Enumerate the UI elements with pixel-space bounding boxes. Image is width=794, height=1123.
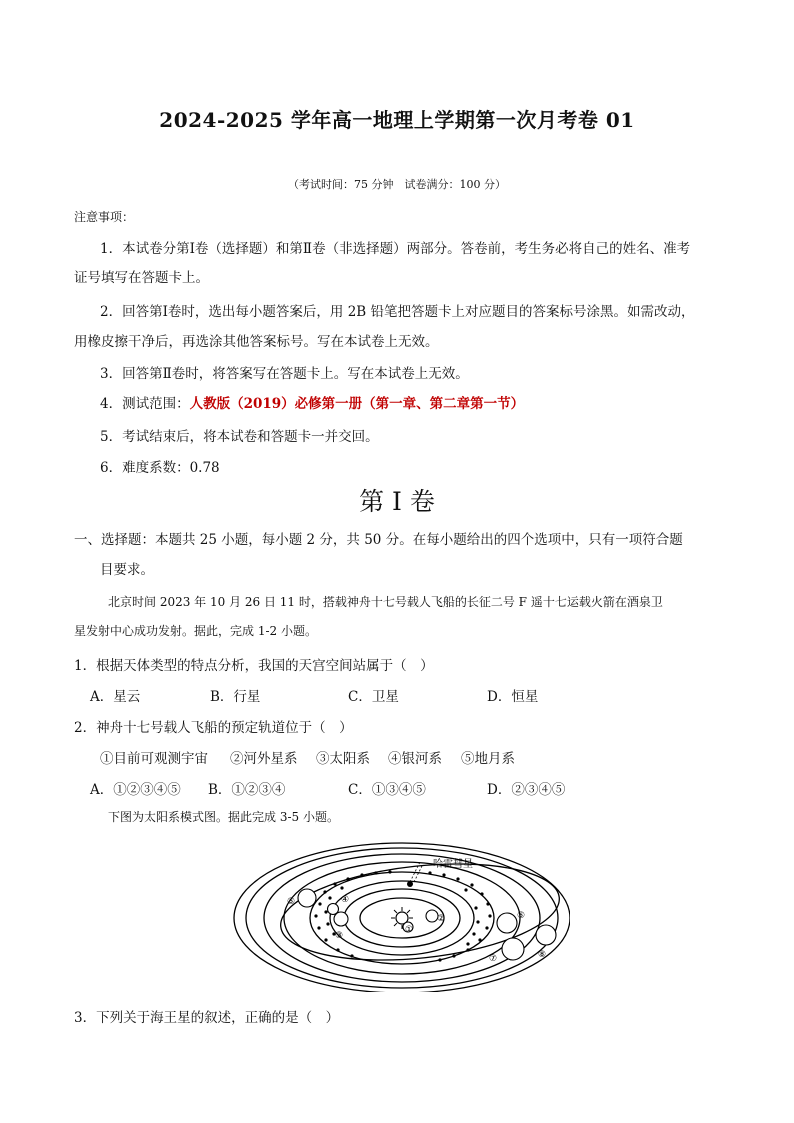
planet-5 xyxy=(298,889,316,907)
planet-label-7: ⑦ xyxy=(489,954,498,964)
notes-heading: 注意事项： xyxy=(74,210,135,224)
question-1-option-c: C．卫星 xyxy=(348,689,399,705)
note-4-range: 人教版（2019）必修第一册（第一章、第二章第一节） xyxy=(189,396,525,412)
question-2-item-4: ④银河系 xyxy=(388,751,442,767)
note-1-line-2: 证号填写在答题卡上。 xyxy=(74,270,209,286)
material-1-line-1: 北京时间 2023 年 10 月 26 日 11 时，搭载神舟十七号载人飞船的长征二号 F 遥十七运载火箭在酒泉卫 xyxy=(108,595,663,609)
note-3: 3．回答第Ⅱ卷时，将答案写在答题卡上。写在本试卷上无效。 xyxy=(100,366,469,382)
comet-label: 哈雷彗星 xyxy=(433,859,473,870)
question-2-item-2: ②河外星系 xyxy=(230,751,298,767)
question-2-item-3: ③太阳系 xyxy=(316,751,370,767)
material-1-line-2: 星发射中心成功发射。据此，完成 1-2 小题。 xyxy=(74,624,317,638)
planet-label-6: ⑥ xyxy=(517,911,526,921)
planet-7 xyxy=(502,938,524,960)
note-2-line-1: 2．回答第Ⅰ卷时，选出每小题答案后，用 2B 铅笔把答题卡上对应题目的答案标号涂黑。如需改动， xyxy=(100,304,695,320)
question-3-stem: 3．下列关于海王星的叙述，正确的是（ ） xyxy=(74,1010,340,1026)
page-title: 2024-2025 学年高一地理上学期第一次月考卷 01 xyxy=(159,108,635,132)
question-1-option-a: A．星云 xyxy=(90,689,141,705)
question-2-option-b: B．①②③④ xyxy=(208,782,286,798)
question-2-item-5: ⑤地月系 xyxy=(461,751,515,767)
planet-label-1: ① xyxy=(405,925,414,935)
question-2-option-d: D．②③④⑤ xyxy=(487,782,566,798)
question-1-stem: 1．根据天体类型的特点分析，我国的天宫空间站属于（ ） xyxy=(74,658,434,674)
question-1-option-d: D．恒星 xyxy=(487,689,539,705)
note-2-line-2: 用橡皮擦干净后，再选涂其他答案标号。写在本试卷上无效。 xyxy=(74,334,439,350)
note-4-prefix: 4．测试范围： xyxy=(100,396,190,412)
planet-8 xyxy=(536,925,556,945)
exam-info: （考试时间：75 分钟 试卷满分：100 分） xyxy=(288,178,506,191)
section-title: 第 I 卷 xyxy=(359,487,435,516)
note-6: 6．难度系数：0.78 xyxy=(100,460,220,476)
note-4 xyxy=(100,392,524,412)
question-2-option-c: C．①③④⑤ xyxy=(348,782,426,798)
planet-4 xyxy=(328,904,339,915)
note-1-line-1: 1．本试卷分第Ⅰ卷（选择题）和第Ⅱ卷（非选择题）两部分。答卷前，考生务必将自己的姓名、准考 xyxy=(100,241,691,257)
planet-label-5: ⑤ xyxy=(287,897,296,907)
solar-system-diagram xyxy=(230,832,570,992)
note-5: 5．考试结束后，将本试卷和答题卡一并交回。 xyxy=(100,429,379,445)
part1-heading-line-1: 一、选择题：本题共 25 小题，每小题 2 分，共 50 分。在每小题给出的四个选项中，只有一项符合题 xyxy=(74,532,683,548)
planet-label-8: ⑧ xyxy=(538,950,547,960)
planet-label-3: ③ xyxy=(335,931,344,941)
planet-label-4: ④ xyxy=(341,895,350,905)
planet-label-2: ② xyxy=(437,914,446,924)
planet-6 xyxy=(497,913,517,933)
question-2-item-1: ①目前可观测宇宙 xyxy=(100,751,208,767)
part1-heading-line-2: 目要求。 xyxy=(100,562,154,578)
material-2: 下图为太阳系模式图。据此完成 3-5 小题。 xyxy=(108,810,339,824)
question-1-option-b: B．行星 xyxy=(210,689,261,705)
question-2-stem: 2．神舟十七号载人飞船的预定轨道位于（ ） xyxy=(74,720,353,736)
question-2-option-a: A．①②③④⑤ xyxy=(90,782,181,798)
